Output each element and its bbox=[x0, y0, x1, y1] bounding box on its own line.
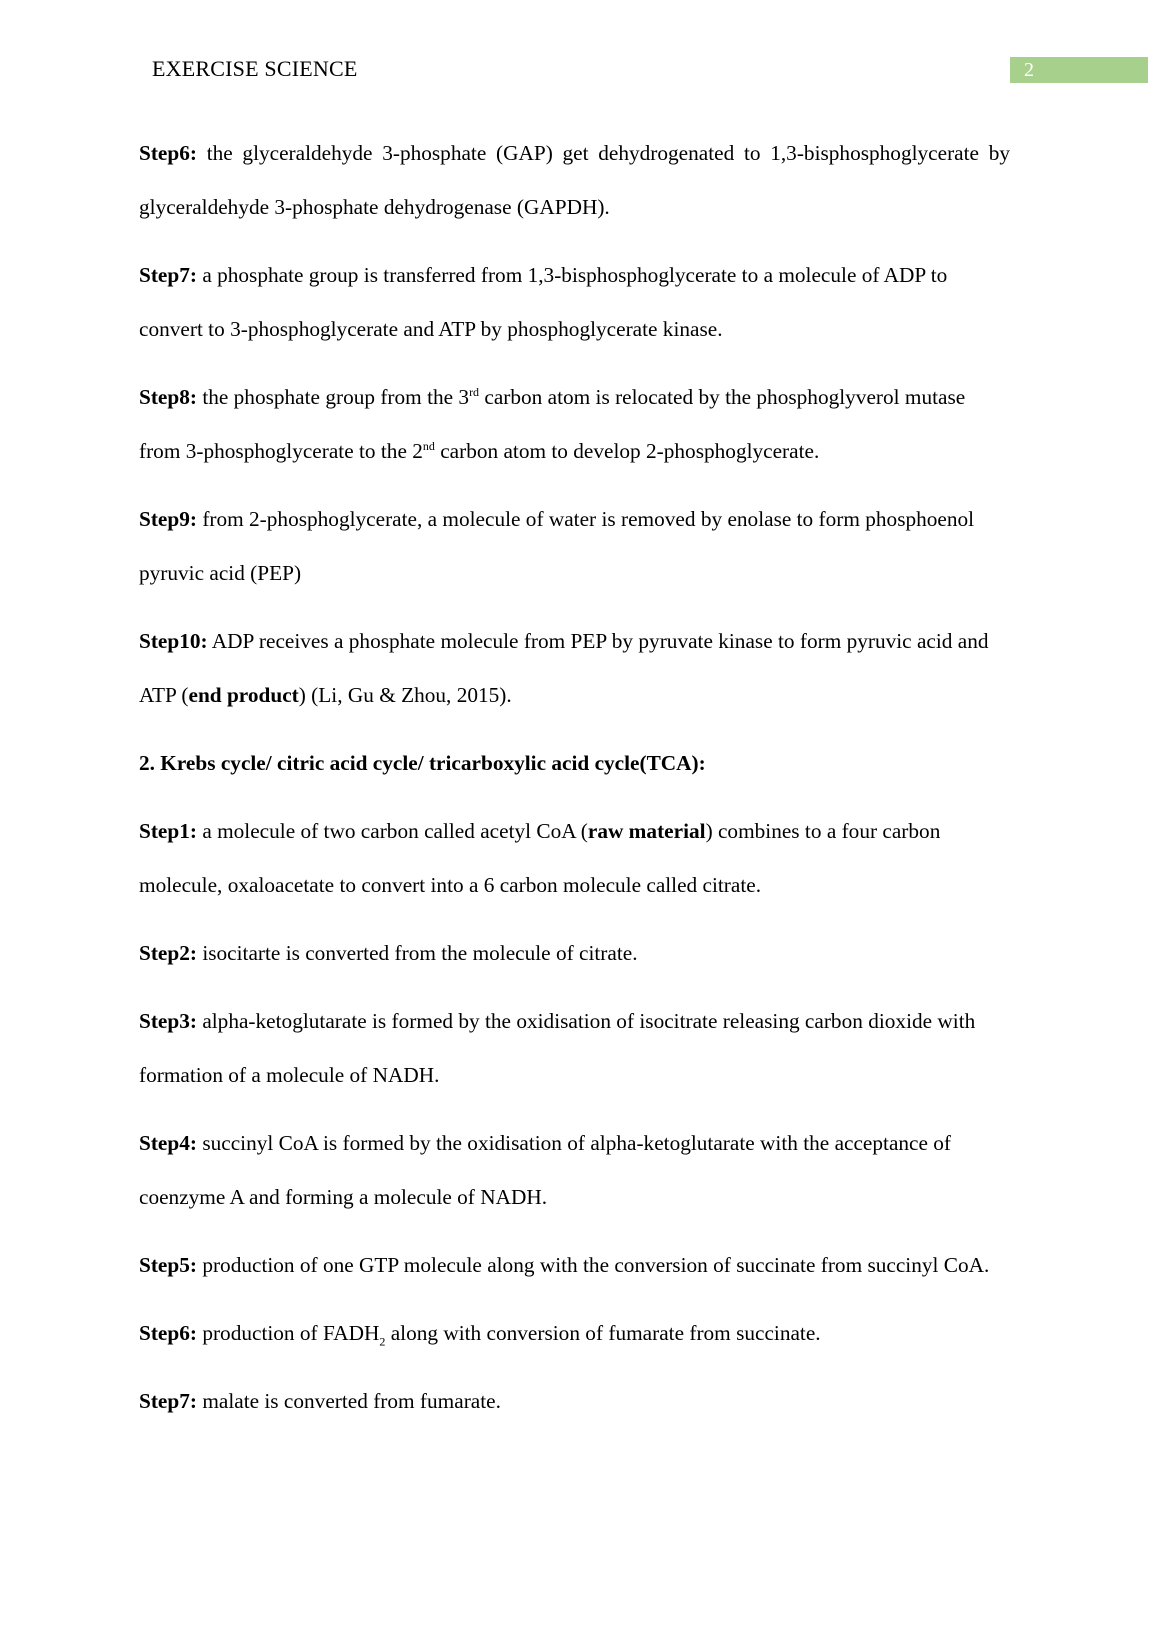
step-text: production of FADH bbox=[202, 1321, 380, 1345]
step-text: malate is converted from fumarate. bbox=[202, 1389, 501, 1413]
step-text: carbon atom to develop 2-phosphoglycerate. bbox=[434, 439, 820, 463]
step-text: a phosphate group is transferred from 1,3-bisphosphoglycerate to a molecule of ADP to convert to 3-phosphoglycerate and ATP by phosphoglycerate kinase. bbox=[139, 263, 948, 341]
step-text: a molecule of two carbon called acetyl CoA ( bbox=[202, 819, 588, 843]
step-label: Step10: bbox=[139, 629, 208, 653]
glycolysis-step-8 bbox=[139, 370, 1010, 478]
step-label: Step5: bbox=[139, 1253, 197, 1277]
running-header-title: EXERCISE SCIENCE bbox=[152, 56, 358, 81]
ordinal-superscript: nd bbox=[422, 438, 435, 453]
step-label: Step4: bbox=[139, 1131, 197, 1155]
emphasis-text: end product bbox=[188, 683, 299, 707]
document-body bbox=[139, 126, 1010, 1442]
step-label: Step6: bbox=[139, 1321, 197, 1345]
krebs-step-5 bbox=[139, 1238, 1010, 1292]
step-text: succinyl CoA is formed by the oxidisation of alpha-ketoglutarate with the acceptance of coenzyme A and forming a molecule of NADH. bbox=[139, 1131, 952, 1209]
section-heading-krebs: 2. Krebs cycle/ citric acid cycle/ tricarboxylic acid cycle(TCA): bbox=[139, 751, 706, 775]
step-text: isocitarte is converted from the molecule of citrate. bbox=[202, 941, 638, 965]
glycolysis-step-7 bbox=[139, 248, 1010, 356]
step-label: Step8: bbox=[139, 385, 197, 409]
step-text: the glyceraldehyde 3-phosphate (GAP) get dehydrogenated to 1,3-bisphosphoglycerate by glyceraldehyde 3-phosphate dehydrogenase (GAPDH). bbox=[139, 141, 1010, 219]
page-number: 2 bbox=[1010, 57, 1148, 83]
step-label: Step6: bbox=[139, 141, 197, 165]
step-label: Step3: bbox=[139, 1009, 197, 1033]
emphasis-text: raw material bbox=[587, 819, 706, 843]
ordinal-superscript: rd bbox=[469, 384, 480, 399]
step-label: Step1: bbox=[139, 819, 197, 843]
krebs-step-2 bbox=[139, 926, 1010, 980]
step-text: production of one GTP molecule along with the conversion of succinate from succinyl CoA. bbox=[202, 1253, 990, 1277]
step-text: the phosphate group from the 3 bbox=[202, 385, 470, 409]
step-text: from 2-phosphoglycerate, a molecule of water is removed by enolase to form phosphoenol pyruvic acid (PEP) bbox=[139, 507, 975, 585]
step-text: carbon atom is relocated by the phosphoglyverol mutase from 3-phosphoglycerate to the 2 bbox=[139, 385, 966, 463]
step-text: ADP receives a phosphate molecule from PEP by pyruvate kinase to form pyruvic acid and ATP ( bbox=[139, 629, 989, 707]
krebs-step-1 bbox=[139, 804, 1010, 912]
step-label: Step2: bbox=[139, 941, 197, 965]
citation-text: ) (Li, Gu & Zhou, 2015). bbox=[298, 683, 512, 707]
glycolysis-step-10 bbox=[139, 614, 1010, 722]
glycolysis-step-6 bbox=[139, 126, 1010, 234]
krebs-step-7 bbox=[139, 1374, 1010, 1428]
krebs-step-6 bbox=[139, 1306, 1010, 1360]
step-label: Step7: bbox=[139, 263, 197, 287]
step-text: along with conversion of fumarate from succinate. bbox=[385, 1321, 821, 1345]
step-text: alpha-ketoglutarate is formed by the oxidisation of isocitrate releasing carbon dioxide with formation of a molecule of NADH. bbox=[139, 1009, 976, 1087]
step-label: Step9: bbox=[139, 507, 197, 531]
step-text: ) combines to a four carbon molecule, oxaloacetate to convert into a 6 carbon molecule called citrate. bbox=[139, 819, 941, 897]
step-label: Step7: bbox=[139, 1389, 197, 1413]
chemical-subscript: 2 bbox=[379, 1334, 386, 1349]
krebs-step-3 bbox=[139, 994, 1010, 1102]
glycolysis-step-9 bbox=[139, 492, 1010, 600]
krebs-step-4 bbox=[139, 1116, 1010, 1224]
